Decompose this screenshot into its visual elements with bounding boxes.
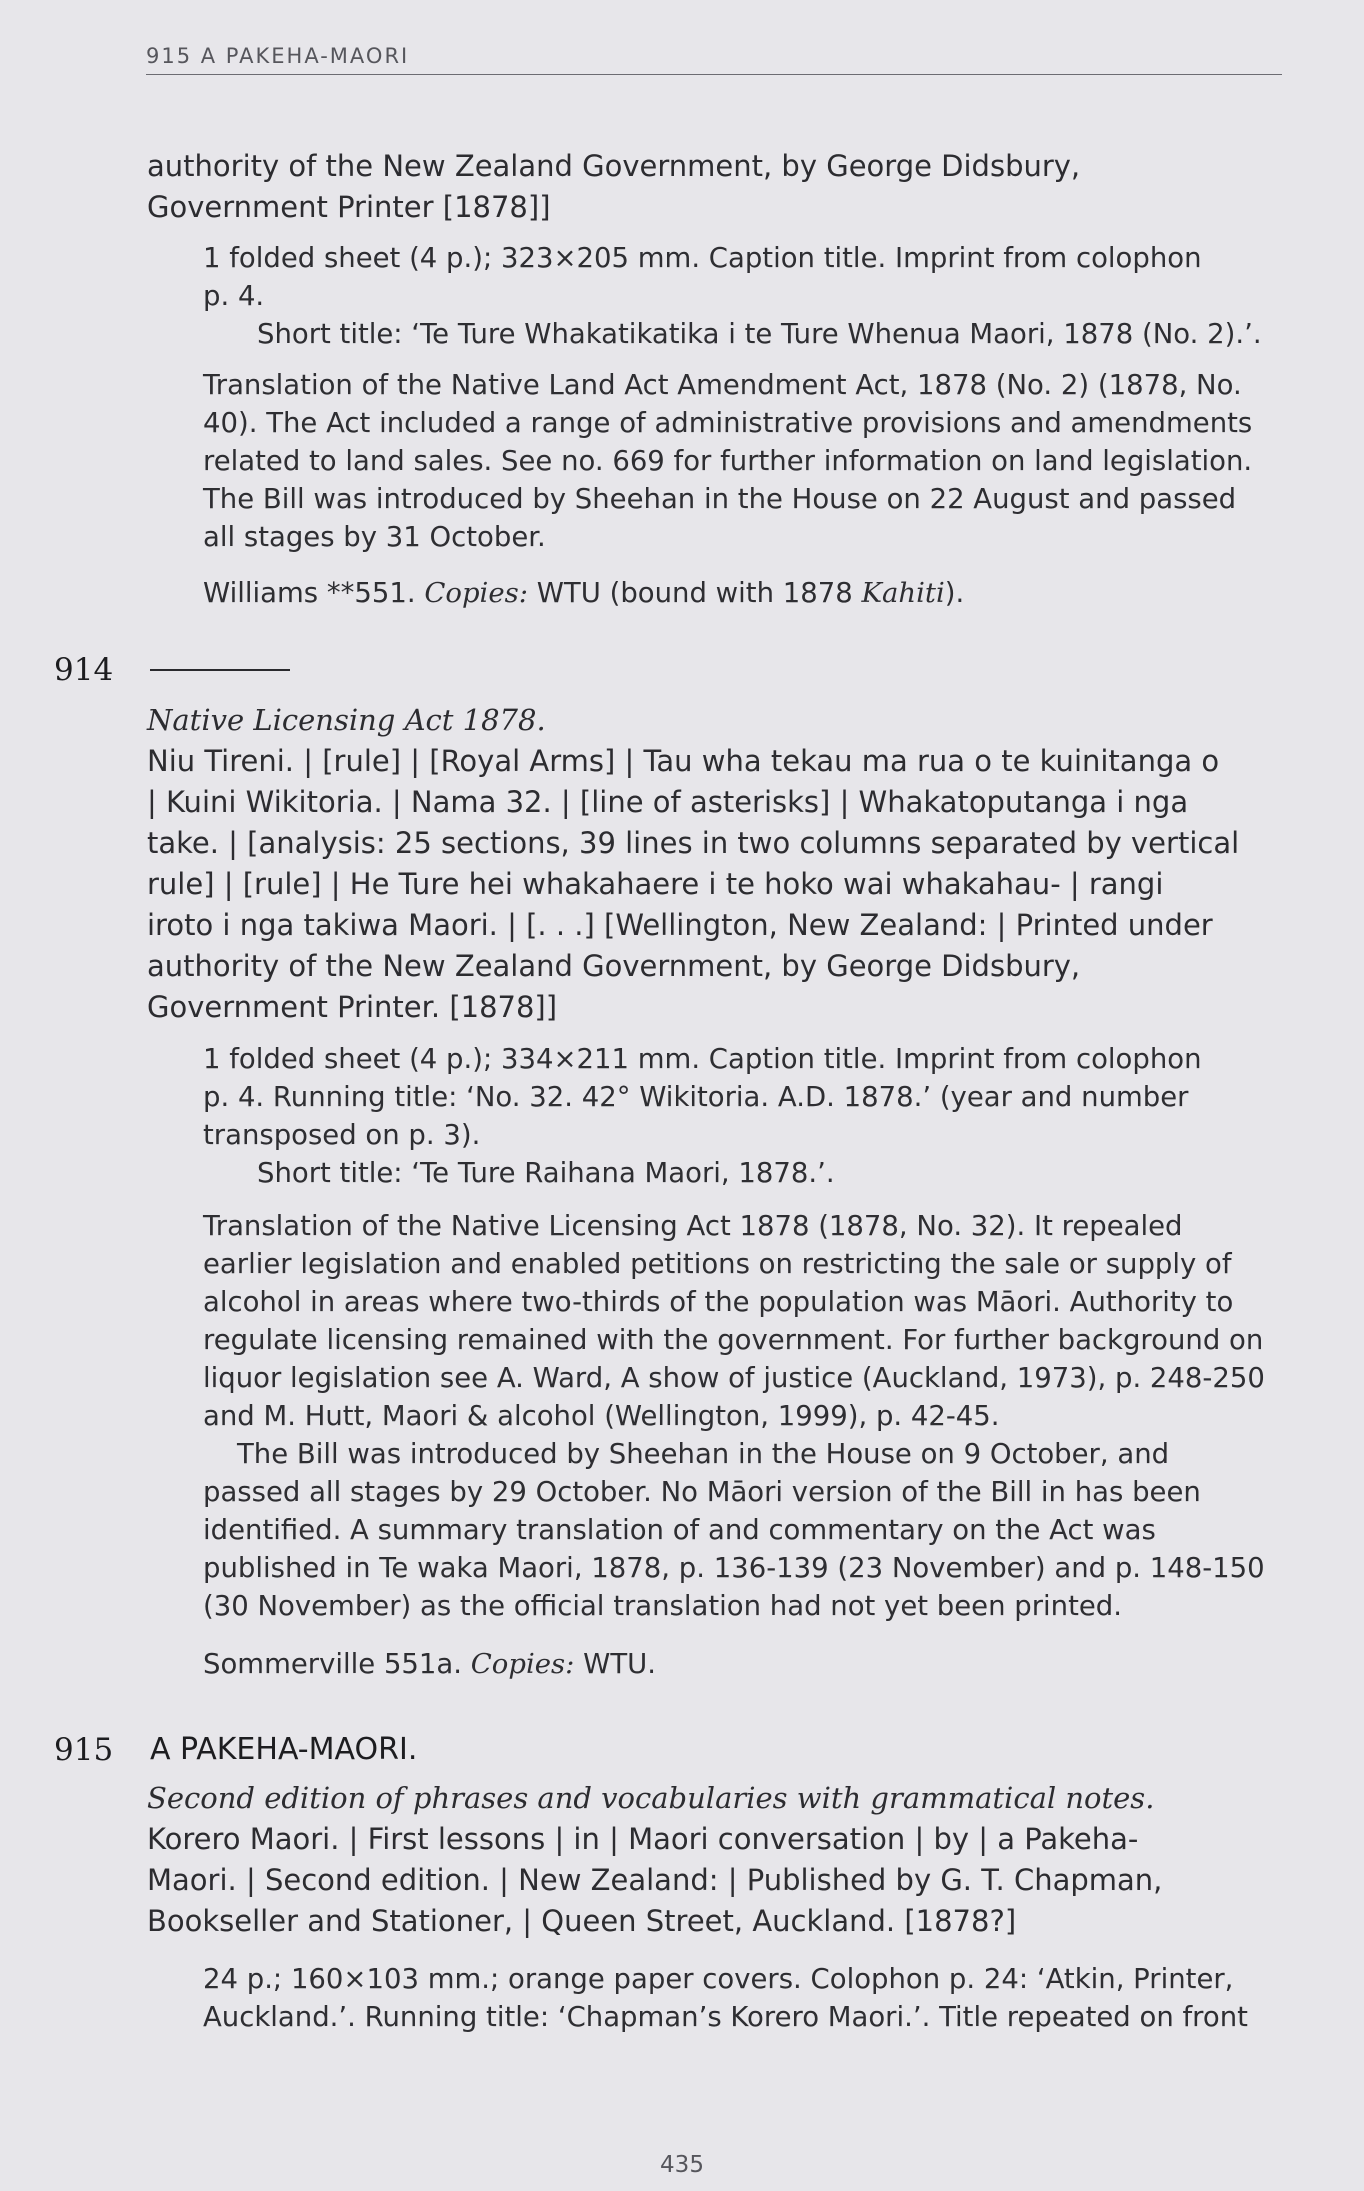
short-title: Short title: ‘Te Ture Whakatikatika i te Ture Whenua Maori, 1878 (No. 2).’.: [257, 318, 1262, 350]
reference-line: [147, 1645, 1277, 1683]
entry-title: Second edition of phrases and vocabularies with grammatical notes.: [147, 1781, 1155, 1815]
note-line: regulate licensing remained with the government. For further background on: [203, 1324, 1264, 1356]
entry-914-physical: [147, 1040, 1277, 1192]
note-line: Translation of the Native Licensing Act 1878 (1878, No. 32). It repealed: [203, 1210, 1183, 1242]
entry-915-physical: [147, 1960, 1277, 2036]
physical-line: 24 p.; 160×103 mm.; orange paper covers. Colophon p. 24: ‘Atkin, Printer,: [203, 1963, 1234, 1995]
entry-913-imprint: [147, 146, 1277, 228]
note-line: 40). The Act included a range of administrative provisions and amendments: [203, 407, 1253, 439]
entry-title: Native Licensing Act 1878.: [147, 703, 546, 737]
physical-line: Auckland.’. Running title: ‘Chapman’s Korero Maori.’. Title repeated on front: [203, 2001, 1248, 2033]
physical-line: p. 4.: [203, 280, 265, 312]
note-line: and M. Hutt, Maori & alcohol (Wellington, 1999), p. 42-45.: [203, 1400, 1000, 1432]
note-line: The Bill was introduced by Sheehan in the House on 9 October, and: [237, 1438, 1170, 1470]
entry-913-reference: [147, 574, 1277, 612]
entry-914-reference: [147, 1645, 1277, 1683]
entry-number-914: 914: [54, 652, 114, 688]
copies-label: Copies:: [424, 577, 528, 609]
copies-end: ).: [944, 577, 965, 609]
running-head: 915 A PAKEHA-MAORI: [146, 44, 1282, 75]
reference-line: [147, 574, 1277, 612]
imprint-line: Government Printer [1878]]: [147, 190, 551, 224]
transcription-line: Niu Tireni. | [rule] | [Royal Arms] | Tau wha tekau ma rua o te kuinitanga o: [147, 744, 1220, 778]
transcription-line: Maori. | Second edition. | New Zealand: | Published by G. T. Chapman,: [147, 1863, 1163, 1897]
copies-label: Copies:: [470, 1648, 575, 1680]
note-line: liquor legislation see A. Ward, A show of justice (Auckland, 1973), p. 248-250: [203, 1362, 1265, 1394]
physical-line: 1 folded sheet (4 p.); 334×211 mm. Caption title. Imprint from colophon: [203, 1043, 1202, 1075]
transcription-line: iroto i nga takiwa Maori. | [. . .] [Wellington, New Zealand: | Printed under: [147, 908, 1213, 942]
note-line: alcohol in areas where two-thirds of the population was Māori. Authority to: [203, 1286, 1234, 1318]
entry-914-author-dash: [150, 650, 290, 686]
entry-915-transcription: [147, 1778, 1277, 1942]
note-line: identified. A summary translation of and commentary on the Act was: [203, 1514, 1156, 1546]
entry-913-note: [147, 366, 1277, 556]
short-title: Short title: ‘Te Ture Raihana Maori, 1878.’.: [257, 1157, 835, 1189]
transcription-line: Bookseller and Stationer, | Queen Street, Auckland. [1878?]: [147, 1904, 1017, 1938]
note-line: related to land sales. See no. 669 for further information on land legislation.: [203, 445, 1253, 477]
author-repeat-dash: [150, 669, 290, 671]
note-line: The Bill was introduced by Sheehan in the House on 22 August and passed: [203, 483, 1237, 515]
entry-914-transcription: [147, 700, 1277, 1028]
physical-line: transposed on p. 3).: [203, 1119, 481, 1151]
imprint-line: authority of the New Zealand Government, by George Didsbury,: [147, 149, 1081, 183]
transcription-line: authority of the New Zealand Government, by George Didsbury,: [147, 949, 1081, 983]
note-line: passed all stages by 29 October. No Māori version of the Bill in has been: [203, 1476, 1201, 1508]
note-line: (30 November) as the official translation had not yet been printed.: [203, 1590, 1122, 1622]
reference-prefix: Sommerville 551a.: [203, 1648, 471, 1680]
reference-prefix: Williams **551.: [203, 577, 425, 609]
physical-line: p. 4. Running title: ‘No. 32. 42° Wikitoria. A.D. 1878.’ (year and number: [203, 1081, 1189, 1113]
entry-913-physical: [147, 239, 1277, 353]
copies-italic: Kahiti: [861, 577, 945, 609]
copies-text: WTU.: [574, 1648, 657, 1680]
transcription-line: Korero Maori. | First lessons | in | Maori conversation | by | a Pakeha-: [147, 1822, 1139, 1856]
transcription-line: | Kuini Wikitoria. | Nama 32. | [line of asterisks] | Whakatoputanga i nga: [147, 785, 1189, 819]
page-number: 435: [660, 2152, 704, 2178]
entry-915-author: A PAKEHA-MAORI.: [150, 1732, 418, 1767]
note-line: earlier legislation and enabled petitions on restricting the sale or supply of: [203, 1248, 1232, 1280]
note-line: Translation of the Native Land Act Amendment Act, 1878 (No. 2) (1878, No.: [203, 369, 1242, 401]
physical-line: 1 folded sheet (4 p.); 323×205 mm. Caption title. Imprint from colophon: [203, 242, 1202, 274]
transcription-line: Government Printer. [1878]]: [147, 990, 558, 1024]
copies-text: WTU (bound with 1878: [528, 577, 862, 609]
transcription-line: take. | [analysis: 25 sections, 39 lines in two columns separated by vertical: [147, 826, 1240, 860]
note-line: published in Te waka Maori, 1878, p. 136-139 (23 November) and p. 148-150: [203, 1552, 1265, 1584]
transcription-line: rule] | [rule] | He Ture hei whakahaere i te hoko wai whakahau- | rangi: [147, 867, 1164, 901]
entry-number-915: 915: [54, 1732, 114, 1768]
entry-914-note: [147, 1207, 1277, 1625]
note-line: all stages by 31 October.: [203, 521, 546, 553]
